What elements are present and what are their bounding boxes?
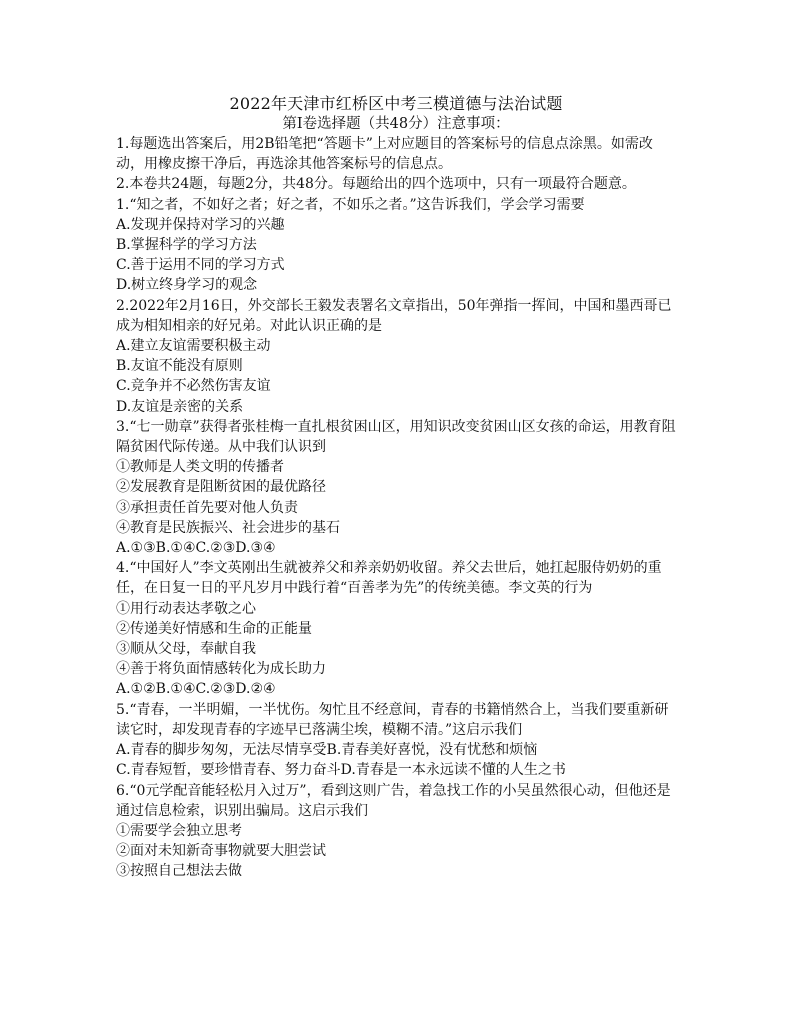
answer-choices: A.①②B.①④C.②③D.②④ xyxy=(116,681,276,698)
question-stem: 4.“中国好人”李文英刚出生就被养父和养亲奶奶收留。养父去世后，她扛起服侍奶奶的重任，在日复一日的平凡岁月中践行着“百善孝为先”的传统美德。李文英的行为 xyxy=(116,560,662,597)
question-3 xyxy=(116,417,676,558)
page-title: 2022年天津市红桥区中考三模道德与法治试题 xyxy=(229,94,563,113)
answer-option: C.善于运用不同的学习方式 xyxy=(116,257,285,274)
answer-option: ③按照自己想法去做 xyxy=(116,863,242,880)
answer-option: ③顺从父母，奉献自我 xyxy=(116,641,256,658)
question-1 xyxy=(116,195,676,296)
question-stem: 3.“七一勋章”获得者张桂梅一直扎根贫困山区，用知识改变贫困山区女孩的命运，用教育阻隔贫困代际传递。从中我们认识到 xyxy=(116,418,676,456)
instructions xyxy=(116,134,676,195)
question-2 xyxy=(116,296,676,417)
question-6 xyxy=(116,781,676,882)
answer-option: A.建立友谊需要积极主动 xyxy=(116,338,271,355)
question-stem: 5.“青春，一半明媚，一半忧伤。匆忙且不经意间，青春的书籍悄然合上，当我们要重新研读它时，却发现青春的字迹早已落满尘埃，模糊不清。”这启示我们 xyxy=(116,701,669,738)
instruction-item: 1.每题选出答案后，用2B铅笔把“答题卡”上对应题目的答案标号的信息点涂黑。如需改动，用橡皮擦干净后，再选涂其他答案标号的信息点。 xyxy=(116,136,653,173)
answer-option: C.竞争并不必然伤害友谊 xyxy=(116,378,271,395)
question-stem: 2.2022年2月16日，外交部长王毅发表署名文章指出，50年弹指一挥间，中国和墨西哥已成为相知相亲的好兄弟。对此认识正确的是 xyxy=(116,297,672,334)
answer-option: C.青春短暂，要珍惜青春、努力奋斗D.青春是一本永远读不懂的人生之书 xyxy=(116,762,566,779)
answer-choices: A.①③B.①④C.②③D.③④ xyxy=(116,540,276,557)
answer-option: ④善于将负面情感转化为成长助力 xyxy=(116,661,326,678)
question-5 xyxy=(116,700,676,781)
answer-option: ③承担责任首先要对他人负责 xyxy=(116,499,298,516)
answer-option: ①教师是人类文明的传播者 xyxy=(116,459,284,476)
answer-option: D.友谊是亲密的关系 xyxy=(116,398,244,415)
instruction-item: 2.本卷共24题，每题2分，共48分。每题给出的四个选项中，只有一项最符合题意。 xyxy=(116,176,636,193)
question-stem: 1.“知之者，不如好之者；好之者，不如乐之者。”这告诉我们，学会学习需要 xyxy=(116,196,585,213)
answer-option: B.掌握科学的学习方法 xyxy=(116,237,257,254)
answer-option: ②发展教育是阻断贫困的最优路径 xyxy=(116,479,326,496)
answer-option: A.发现并保持对学习的兴趣 xyxy=(116,216,285,233)
answer-option: ④教育是民族振兴、社会进步的基石 xyxy=(116,519,340,536)
question-4 xyxy=(116,558,676,699)
exam-content xyxy=(116,93,676,882)
section-heading: 第Ⅰ卷选择题（共48分）注意事项： xyxy=(282,116,510,132)
answer-option: ②传递美好情感和生命的正能量 xyxy=(116,620,312,637)
answer-option: B.友谊不能没有原则 xyxy=(116,358,243,375)
answer-option: D.树立终身学习的观念 xyxy=(116,277,258,294)
answer-option: ②面对未知新奇事物就要大胆尝试 xyxy=(116,843,326,860)
answer-option: ①需要学会独立思考 xyxy=(116,822,242,839)
answer-option: A.青春的脚步匆匆，无法尽情享受B.青春美好喜悦，没有忧愁和烦恼 xyxy=(116,742,538,759)
answer-option: ①用行动表达孝敬之心 xyxy=(116,600,256,617)
question-stem: 6.“0元学配音能轻松月入过万”，看到这则广告，着急找工作的小吴虽然很心动，但他还是通过信息检索，识别出骗局。这启示我们 xyxy=(116,782,671,819)
